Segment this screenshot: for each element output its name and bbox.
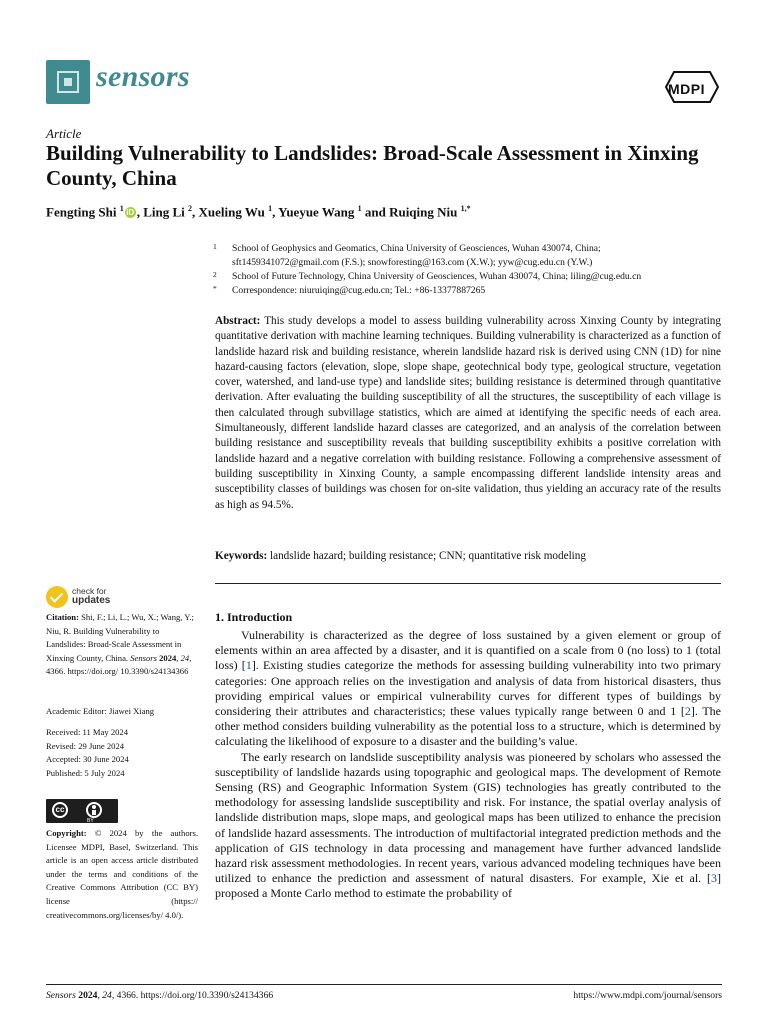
- author-list: Fengting Shi $^1$ iD , Ling Li $^2$, Xueling Wu $^1$, Yueyue Wang $^1$ and Ruiqing Niu $^{1,*}$: [46, 204, 471, 220]
- check-for-updates-button[interactable]: [46, 586, 136, 608]
- footer-year: 2024: [78, 990, 98, 1001]
- copyright-label: Copyright:: [46, 828, 87, 838]
- divider: [215, 583, 721, 584]
- journal-name[interactable]: sensors: [96, 60, 190, 93]
- affiliation-marker: 1: [213, 242, 217, 251]
- author-name[interactable]: Fengting Shi: [46, 204, 117, 220]
- footer-journal: Sensors: [46, 990, 76, 1001]
- publication-dates: [46, 726, 198, 780]
- citation-journal: Sensors: [130, 652, 157, 663]
- date-published: Published: 5 July 2024: [46, 767, 125, 778]
- section-heading: 1. Introduction: [215, 610, 293, 624]
- citation-doi[interactable]: , 4366. https://doi.org/ 10.3390/s24134366: [46, 652, 192, 677]
- paragraph: [215, 750, 721, 902]
- reference-link[interactable]: 1: [245, 658, 252, 673]
- paragraph: [215, 628, 721, 750]
- citation-label: Citation:: [46, 612, 79, 622]
- footer-volume: 24: [102, 990, 112, 1001]
- reference-link[interactable]: 3: [711, 871, 717, 886]
- affiliation-text: School of Geophysics and Geomatics, China University of Geosciences, Wuhan 430074, China;: [232, 243, 601, 254]
- orcid-icon[interactable]: iD: [126, 208, 135, 218]
- citation-year: 2024: [159, 652, 177, 663]
- abstract-label: Abstract:: [215, 315, 261, 327]
- date-revised: Revised: 29 June 2024: [46, 740, 125, 751]
- paragraph-text: ] proposed a Monte Carlo method to estimate the probability of: [215, 871, 721, 901]
- paragraph-text: The early research on landslide susceptibility analysis was pioneered by scholars who assessed the susceptibility of landslide hazards using topographic and geological maps. The development of Remote Sensing (RS) and Geographic Information System (GIS) technologies has greatly contributed to the methodology for assessing landslide susceptibility and risk. For instance, the spatial overlay analysis of landslide distribution maps, slope maps, and geological maps has been utilized to enhance the precision of landslide hazard assessments. The introduction of multifactorial integrated prediction methods and the application of GIS technology in data processing and management have further advanced landslide hazard risk assessment methodologies. In recent years, various advanced modeling techniques have been utilized to enhance the prediction and assessment of natural disasters. For example, Xie et al. [: [215, 749, 721, 886]
- cc-by-license-badge[interactable]: [46, 799, 118, 823]
- article-title: Building Vulnerability to Landslides: Broad-Scale Assessment in Xinxing County, China: [46, 141, 699, 190]
- author-affil-marker: 1: [357, 204, 362, 213]
- chip-icon: [57, 71, 79, 93]
- citation-block: Citation: Shi, F.; Li, L.; Wu, X.; Wang, Y.; Niu, R. Building Vulnerability to Landslides: Broad-Scale Assessment in Xinxing County, China. Sensors 2024, 24, 4366. https://doi.org/ 10.3390/s24134366: [46, 612, 194, 677]
- author-name[interactable]: Ling Li: [143, 204, 185, 220]
- correspondence-marker: *: [213, 284, 217, 293]
- publisher-logo[interactable]: [664, 70, 720, 104]
- author-name[interactable]: Xueling Wu: [198, 204, 265, 220]
- keywords: [215, 550, 721, 562]
- footer-doi[interactable]: , 4366. https://doi.org/10.3390/s24134366: [111, 990, 274, 1001]
- author-affil-marker: 2: [187, 204, 192, 213]
- citation-volume: 24: [180, 652, 190, 663]
- section-body: [215, 628, 721, 902]
- keywords-label: Keywords:: [215, 550, 268, 562]
- correspondence-row: [210, 284, 730, 298]
- keywords-text: landslide hazard; building resistance; CNN; quantitative risk modeling: [270, 550, 586, 562]
- date-accepted: Accepted: 30 June 2024: [46, 754, 129, 765]
- attribution-icon: [86, 802, 102, 818]
- check-label-line1: check for: [72, 586, 107, 596]
- publisher-name: MDPI: [668, 81, 705, 97]
- article-type: Article: [46, 126, 82, 141]
- paragraph-text: ]. Existing studies categorize the methods for assessing building vulnerability into two primary categories: One approach relies on the investigation and analysis of data from historical disasters, thus providing empirical values or empirical vulnerability curves for different types of buildings by considering their attributes and characteristics; these values typically range between 0 and 1 [: [215, 658, 721, 719]
- academic-editor: Academic Editor: Jiawei Xiang: [46, 706, 155, 716]
- copyright-text: © 2024 by the authors. Licensee MDPI, Basel, Switzerland. This article is an open access article distributed under the terms and conditions of the Creative Commons Attribution (CC BY) license (https:// creativecommons.org/licenses/by/ 4.0/).: [46, 828, 198, 920]
- correspondence-text[interactable]: Correspondence: niuruiqing@cug.edu.cn; Tel.: +86-13377887265: [232, 285, 486, 296]
- author-affil-marker: 1: [119, 204, 124, 213]
- paragraph-text: ]. The other method considers building vulnerability as the potential loss to a structure, which is determined by calculating the likelihood of exposure to a disaster and the building’s value.: [215, 704, 721, 749]
- cc-by-label: BY: [87, 818, 94, 824]
- affiliation-row: [210, 242, 730, 256]
- affiliation-row: [210, 270, 730, 284]
- footer-citation: Sensors 2024, 24, 4366. https://doi.org/10.3390/s24134366: [46, 990, 274, 1001]
- citation-text: Shi, F.; Li, L.; Wu, X.; Wang, Y.; Niu, R. Building Vulnerability to Landslides: Broad-Scale Assessment in Xinxing County, China.: [46, 612, 194, 663]
- reference-link[interactable]: 2: [684, 704, 691, 719]
- affiliation-text: School of Future Technology, China University of Geosciences, Wuhan 430074, China; liling@cug.edu.cn: [232, 271, 642, 282]
- paragraph-text: Vulnerability is characterized as the degree of loss sustained by a given element or group of elements within an area affected by a disaster, and it is quantified on a scale from 0 (no loss) to 1 (total loss) [: [215, 628, 721, 673]
- author-affil-marker: 1,*: [460, 204, 471, 213]
- affiliation-marker: 2: [213, 270, 217, 279]
- cc-icon: cc: [52, 802, 68, 818]
- abstract-text: This study develops a model to assess building vulnerability across Xinxing County by integrating quantitative derivation with machine learning techniques. Building vulnerability is characterized as a function of landslide hazard risk and building resistance, wherein landslide hazard risk is derived using CNN (1D) for nine hazard-causing factors (elevation, slope, slope shape, geotechnical body type, geological structure, vegetation cover, watershed, and land-use type) and landslide sites; building resistance is determined through quantitative derivation. After evaluating the building susceptibility of all the structures, the susceptibility of each village is then calculated through subvillage statistics, which are aimed at identifying the specific needs of each area. Simultaneously, different landslide hazard classes are categorized, and an analysis of the correlation between building resistance and susceptibility reveals that building susceptibility exhibits a positive correlation with landslide hazard and a negative correlation with building resistance. Following a comprehensive assessment of building susceptibility in Xinxing County, a sample encompassing different landslide intensity areas and susceptibility classes of buildings was chosen for on-site validation, thus yielding an accuracy rate of the results as high as 94.5%.: [215, 315, 721, 511]
- affiliations: [210, 242, 730, 298]
- date-received: Received: 11 May 2024: [46, 727, 129, 737]
- affiliation-row: [210, 256, 730, 270]
- check-label-line2: updates: [72, 595, 111, 606]
- author-name[interactable]: Ruiqing Niu: [389, 204, 458, 220]
- footer-journal-url[interactable]: https://www.mdpi.com/journal/sensors: [573, 990, 722, 1001]
- copyright-notice: [46, 827, 198, 922]
- footer-divider: [46, 984, 722, 985]
- author-affil-marker: 1: [268, 204, 273, 213]
- journal-logo: [46, 60, 90, 104]
- check-icon: [46, 586, 68, 608]
- abstract: [215, 314, 721, 513]
- author-name[interactable]: Yueyue Wang: [278, 204, 355, 220]
- affiliation-emails[interactable]: sft1459341072@gmail.com (F.S.); snowforesting@163.com (X.W.); yyw@cug.edu.cn (Y.W.): [232, 257, 593, 268]
